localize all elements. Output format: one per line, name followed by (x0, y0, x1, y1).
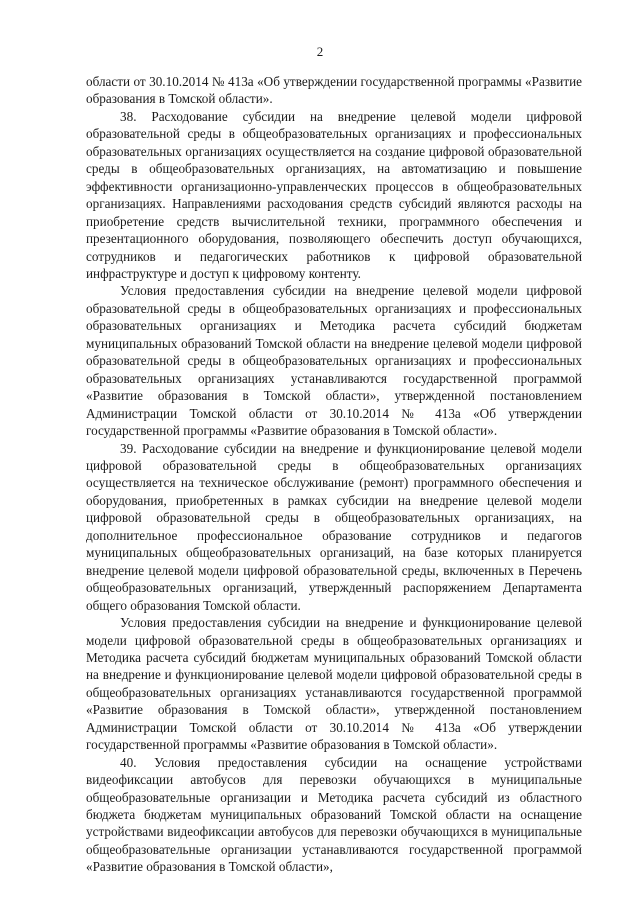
document-body (86, 73, 582, 876)
paragraph-item-38: 38. Расходование субсидии на внедрение целевой модели цифровой образовательной среды в общеобразовательных организациях и профессиональных образовательных организациях осуществляется на создание цифровой образовательной среды в общеобразовательных организациях, на автоматизацию и повышение эффективности организационно-управленческих процессов в общеобразовательных организациях. Направлениями расходования средств субсидий являются расходы на приобретение средств вычислительной техники, программного обеспечения и презентационного оборудования, позволяющего обеспечить доступ обучающихся, сотрудников и педагогических работников к цифровой образовательной инфраструктуре и доступ к цифровому контенту. (86, 108, 582, 281)
paragraph-conditions-39: Условия предоставления субсидии на внедрение и функционирование целевой модели цифровой образовательной среды в общеобразовательных организациях и Методика расчета субсидий бюджетам муниципальных образований Томской области на внедрение и функционирование целевой модели цифровой образовательной среды в общеобразовательных организациях устанавливаются государственной программой «Развитие образования в Томской области», утвержденной постановлением Администрации Томской области от 30.10.2014 № 413а «Об утверждении государственной программы «Развитие образования в Томской области». (86, 615, 582, 753)
paragraph-item-40: 40. Условия предоставления субсидии на оснащение устройствами видеофиксации автобусов для перевозки обучающихся в муниципальные общеобразовательные организации и Методика расчета субсидий из областного бюджета бюджетам муниципальных образований Томской области на оснащение устройствами видеофиксации автобусов для перевозки обучающихся в муниципальные общеобразовательные организации устанавливаются государственной программой «Развитие образования в Томской области», (86, 754, 582, 875)
page-number: 2 (316, 44, 324, 59)
paragraph-item-39: 39. Расходование субсидии на внедрение и функционирование целевой модели цифровой образовательной среды в общеобразовательных организациях осуществляется на техническое обслуживание (ремонт) программного обеспечения и оборудования, приобретенных в рамках субсидии на внедрение целевой модели цифровой образовательной среды в общеобразовательных организациях, на дополнительное профессиональное образование сотрудников и педагогов муниципальных общеобразовательных организаций, на базе которых планируется внедрение целевой модели цифровой образовательной среды, включенных в Перечень общеобразовательных организаций, утвержденный распоряжением Департамента общего образования Томской области. (86, 440, 582, 613)
paragraph-continuation: области от 30.10.2014 № 413а «Об утверждении государственной программы «Развитие образования в Томской области». (86, 74, 582, 107)
paragraph-conditions-38: Условия предоставления субсидии на внедрение целевой модели цифровой образовательной среды в общеобразовательных организациях и профессиональных образовательных организациях и Методика расчета субсидий бюджетам муниципальных образований Томской области на внедрение целевой модели цифровой образовательной среды в общеобразовательных организациях и профессиональных образовательных организациях устанавливаются государственной программой «Развитие образования в Томской области», утвержденной постановлением Администрации Томской области от 30.10.2014 № 413а «Об утверждении государственной программы «Развитие образования в Томской области». (86, 283, 582, 439)
